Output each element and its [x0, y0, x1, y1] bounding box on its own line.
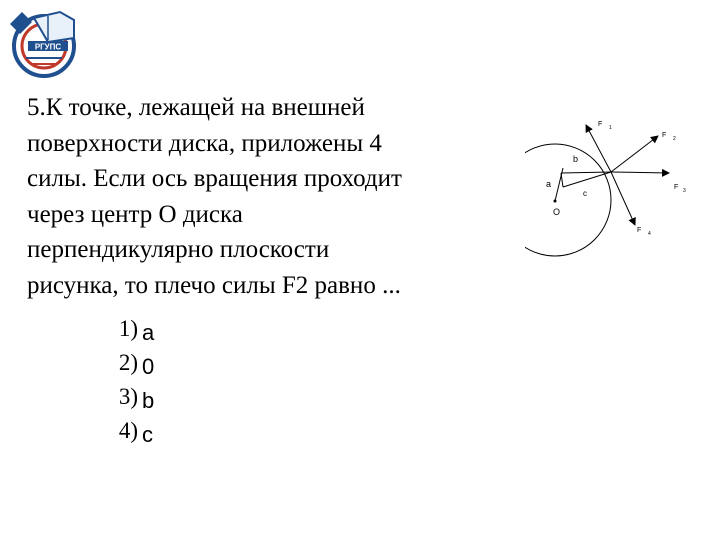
answer-list	[100, 312, 154, 448]
question-line: через центр О диска	[27, 200, 243, 228]
disk-circle	[525, 144, 611, 256]
answer-number: 4)	[118, 418, 138, 443]
answer-number: 1)	[118, 316, 138, 341]
answer-value: 0	[142, 354, 155, 379]
label-c: c	[583, 189, 587, 198]
force-diagram	[525, 105, 715, 265]
question-line: 5.К точке, лежащей на внешней	[27, 94, 365, 121]
answer-value: c	[142, 422, 153, 447]
force-f2-arrow	[611, 136, 658, 172]
label-f1: F	[598, 121, 603, 128]
label-f4-sub: 4	[648, 231, 651, 237]
answer-number: 3)	[118, 384, 138, 409]
force-f4-arrow	[611, 172, 635, 225]
answer-number: 2)	[118, 350, 138, 375]
label-f2: F	[662, 132, 667, 139]
question-line: поверхности диска, приложены 4	[27, 129, 382, 157]
answer-option[interactable]	[100, 346, 154, 380]
logo-text: РГУПС	[34, 42, 62, 52]
label-f2-sub: 2	[673, 136, 676, 142]
question-line: перпендикулярно плоскости	[27, 236, 330, 263]
answer-option[interactable]	[100, 414, 154, 448]
label-b: b	[573, 154, 579, 164]
label-f4: F	[637, 227, 642, 234]
label-f1-sub: 1	[609, 125, 612, 131]
label-f3: F	[674, 184, 679, 191]
arm-c-line	[561, 173, 563, 187]
question-line: силы. Если ось вращения проходит	[27, 165, 402, 192]
label-f3-sub: 3	[683, 188, 686, 194]
rgups-logo	[4, 4, 80, 80]
answer-option[interactable]	[100, 312, 154, 346]
force-f3-arrow	[611, 172, 669, 173]
label-a: a	[546, 179, 552, 189]
arm-b-line	[563, 172, 611, 187]
label-o: O	[553, 207, 561, 217]
answer-value: b	[142, 388, 155, 413]
question-text	[27, 90, 467, 303]
question-line: рисунка, то плечо силы F2 равно ...	[27, 271, 401, 299]
answer-value: a	[142, 320, 155, 345]
answer-option[interactable]	[100, 380, 154, 414]
